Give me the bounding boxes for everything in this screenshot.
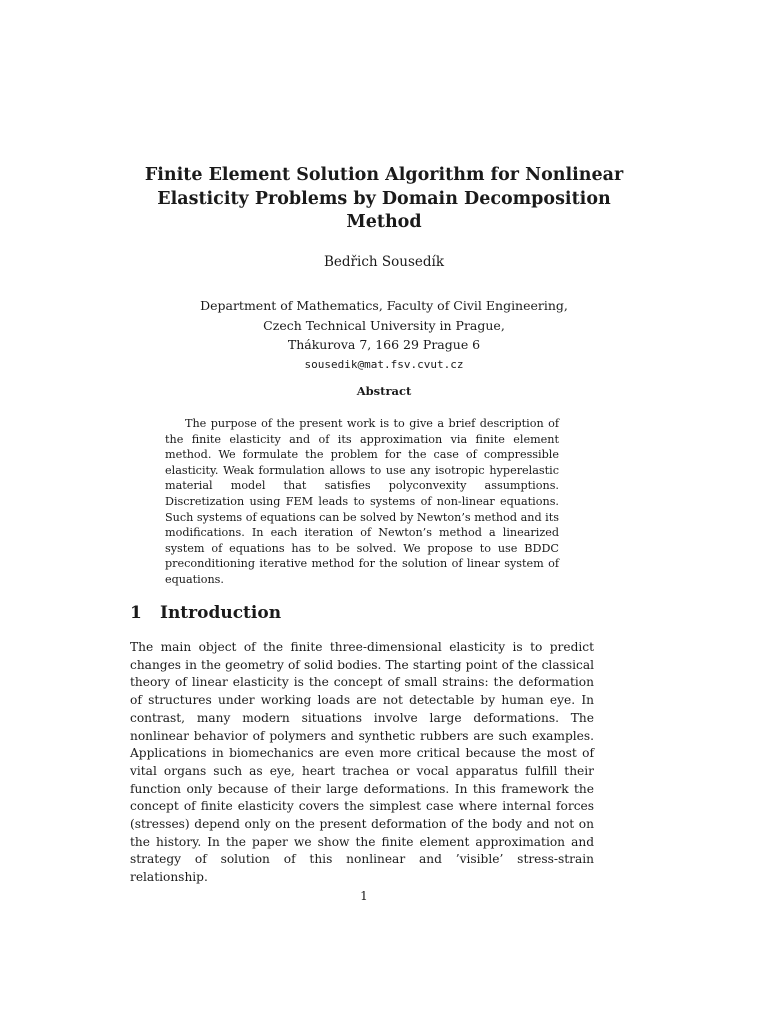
section-heading — [130, 603, 281, 623]
affiliation-address: Thákurova 7, 166 29 Prague 6 — [287, 337, 481, 352]
page-number: 1 — [360, 889, 368, 903]
affiliation-university: Czech Technical University in Prague, — [263, 317, 505, 333]
section-title: Introduction — [160, 603, 282, 623]
abstract-heading: Abstract — [356, 384, 412, 398]
section-body-text: The main object of the finite three-dimensional elasticity is to predict changes in the geometry of solid bodies. The starting point of the classical theory of linear elasticity is the concept of small strains: the deformation of structures under working loads are not detectable by human eye. In contrast, many modern situations involve large deformations. The nonlinear behavior of polymers and synthetic rubbers are such examples. Applications in biomechanics are even more critical because the most of vital organs such as eye, heart trachea or vocal apparatus fulfill their function only because of their large deformations. In this framework the concept of finite elasticity covers the simplest case where internal forces (stresses) depend only on the present deformation of the body and not on the history. In the paper we show the finite element approximation and strategy of solution of this nonlinear and ’visible’ stress-strain relationship. — [130, 640, 594, 885]
author-name: Bedřich Sousedík — [324, 254, 444, 270]
abstract-text: The purpose of the present work is to give a brief description of the finite elasticity and of its approximation via finite element method. We formulate the problem for the case of compressible elasticity. Weak formulation allows to use any isotropic hyperelastic material model that satisfies polyconvexity assumptions. Discretization using FEM leads to systems of non-linear equations. Such systems of equations can be solved by Newton’s method and its modifications. In each iteration of Newton’s method a linearized system of equations has to be solved. We propose to use BDDC preconditioning iterative method for the solution of linear system of equations. — [165, 417, 559, 586]
author-affiliation — [120, 296, 648, 374]
author-email: sousedik@mat.fsv.cvut.cz — [304, 357, 464, 371]
affiliation-department: Department of Mathematics, Faculty of Civil Engineering, — [200, 298, 568, 313]
section-number: 1 — [130, 603, 142, 623]
paper-title: Finite Element Solution Algorithm for Nonlinear Elasticity Problems by Domain Decomposition Method — [144, 165, 624, 232]
